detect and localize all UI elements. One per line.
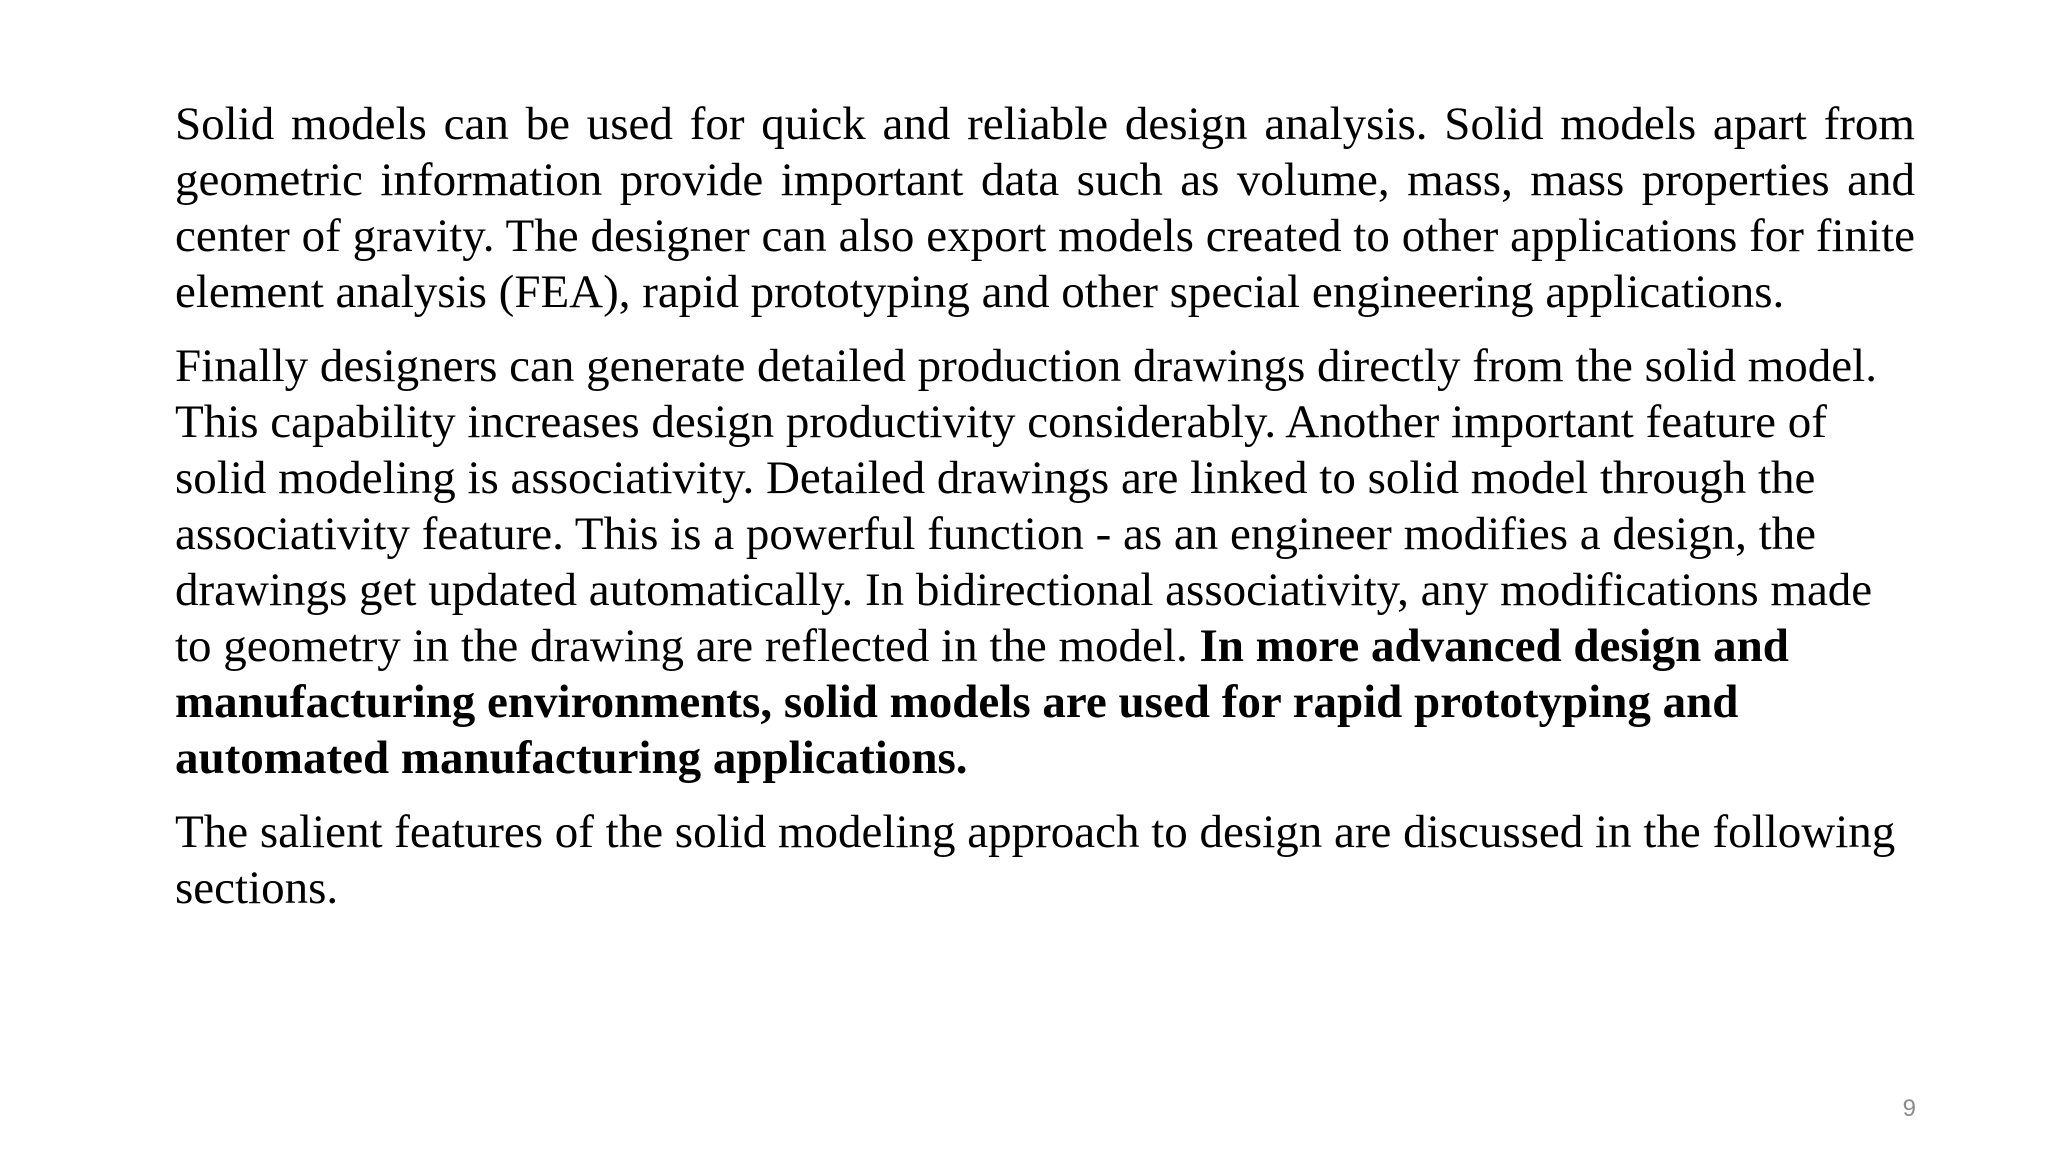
slide-text-body xyxy=(175,96,1915,916)
paragraph-solid-models-analysis: Solid models can be used for quick and reliable design analysis. Solid models apart from geometric information provide important data such as volume, mass, mass properties and center of gravity. The designer can also export models created to other applications for finite element analysis (FEA), rapid prototyping and other special engineering applications. xyxy=(175,98,1915,318)
paragraph-production-drawings xyxy=(175,338,1915,786)
page-number: 9 xyxy=(1902,1095,1916,1122)
paragraph-production-drawings-regular-text: Finally designers can generate detailed production drawings directly from the solid model. This capability increases design productivity considerably. Another important feature of solid modeling is associativity. Detailed drawings are linked to solid model through the associativity feature. This is a powerful function - as an engineer modifies a design, the drawings get updated automatically. In bidirectional associativity, any modifications made to geometry in the drawing are reflected in the model. xyxy=(175,340,1877,672)
paragraph-salient-features: The salient features of the solid modeling approach to design are discussed in the following sections. xyxy=(175,806,1896,914)
paragraph-production-drawings-bold-text: In more advanced design and manufacturing environments, solid models are used for rapid prototyping and automated manufacturing applications. xyxy=(175,620,1789,784)
